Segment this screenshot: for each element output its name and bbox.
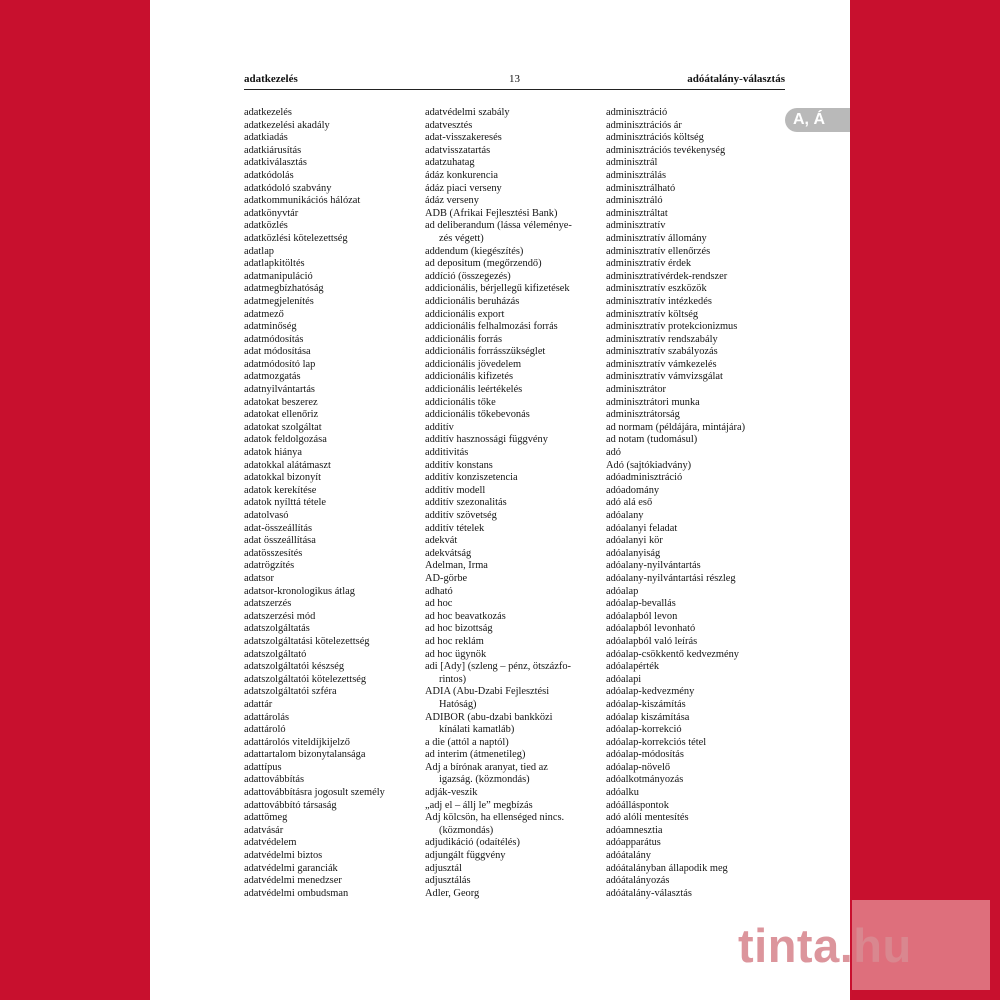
dictionary-entry: adatok feldolgozása — [244, 434, 327, 446]
dictionary-entry: ADIA (Abu-Dzabi Fejlesztési — [425, 686, 550, 698]
dictionary-entry: ADB (Afrikai Fejlesztési Bank) — [425, 207, 558, 219]
dictionary-entry: additív konstans — [425, 459, 493, 471]
dictionary-entry: adat-visszakeresés — [425, 132, 502, 144]
dictionary-entry: adatszolgáltatás — [244, 623, 310, 635]
dictionary-entry: Adj kölcsön, ha ellenséged nincs. — [425, 812, 565, 824]
dictionary-entry: adminisztrálható — [606, 182, 676, 194]
entry-column-3 — [606, 107, 745, 900]
dictionary-entry: adatkiválasztás — [244, 157, 307, 169]
dictionary-entry: adminisztratív költség — [606, 308, 699, 320]
dictionary-entry: adóalap-növelő — [606, 761, 671, 773]
dictionary-entry: ad hoc beavatkozás — [425, 610, 506, 622]
dictionary-entry: adóalkotmányozás — [606, 774, 684, 786]
dictionary-entry: adminisztratív vámkezelés — [606, 358, 717, 370]
dictionary-entry: ADIBOR (abu-dzabi bankközi — [425, 711, 553, 723]
dictionary-entry: adatokkal alátámaszt — [244, 459, 331, 471]
dictionary-entry: adatközlési kötelezettség — [244, 232, 348, 244]
dictionary-entry: adminisztrátor — [606, 384, 667, 396]
dictionary-entry: adminisztratívérdek-rendszer — [606, 270, 728, 282]
dictionary-entry: adóátalányban állapodik meg — [606, 862, 728, 874]
dictionary-entry: adjusztálás — [425, 875, 471, 887]
dictionary-entry: adminisztráló — [606, 195, 663, 207]
dictionary-entry: adattovábbítás — [244, 774, 305, 786]
dictionary-entry: adatrögzítés — [244, 560, 295, 572]
dictionary-entry: adminisztrátorság — [606, 409, 680, 421]
dictionary-entry: adható — [425, 585, 453, 597]
dictionary-entry: adminisztratív — [606, 220, 666, 232]
dictionary-entry: adatmegjelenítés — [244, 295, 314, 307]
header-rule — [244, 89, 785, 90]
dictionary-entry: adjungált függvény — [425, 850, 506, 862]
dictionary-entry: additív konziszetencia — [425, 472, 518, 484]
dictionary-entry: adatmódosító lap — [244, 358, 316, 370]
dictionary-entry: addicionális kifizetés — [425, 371, 514, 383]
dictionary-entry: AD-görbe — [425, 572, 468, 584]
dictionary-entry: kínálati kamatláb) — [439, 724, 515, 736]
dictionary-entry: adminisztrátori munka — [606, 396, 700, 408]
dictionary-entry: adóalapérték — [606, 661, 660, 673]
dictionary-entry: adóalany — [606, 510, 644, 521]
dictionary-entry: adminisztráltat — [606, 207, 668, 219]
dictionary-entry: adattovábbításra jogosult személy — [244, 787, 385, 799]
dictionary-entry: adóálláspontok — [606, 799, 669, 811]
dictionary-entry: adminisztrációs költség — [606, 132, 704, 144]
dictionary-entry: adatsor — [244, 572, 275, 584]
dictionary-entry: adóalapból való leírás — [606, 635, 698, 647]
dictionary-entry: adminisztrációs ár — [606, 119, 682, 131]
dictionary-entry: zés végett) — [439, 232, 484, 244]
letter-thumb-tab: A, Á — [785, 108, 850, 132]
dictionary-entry: igazság. (közmondás) — [439, 774, 530, 786]
dictionary-entry: addicionális leértékelés — [425, 384, 523, 396]
dictionary-entry: a die (attól a naptól) — [425, 736, 509, 748]
dictionary-entry: Adj a bírónak aranyat, tied az — [425, 761, 548, 773]
dictionary-entry: adatkönyvtár — [244, 207, 299, 219]
dictionary-entry: (közmondás) — [439, 824, 494, 836]
dictionary-entry: adatkiárusítás — [244, 144, 302, 156]
dictionary-entry: adminisztrációs tevékenység — [606, 144, 726, 156]
dictionary-entry: adóalap-bevallás — [606, 598, 676, 610]
dictionary-entry: adatszolgáltatói kötelezettség — [244, 673, 367, 685]
dictionary-entry: adatszolgáltatói készség — [244, 661, 345, 673]
dictionary-entry: adóalany-nyilvántartási részleg — [606, 572, 736, 584]
dictionary-entry: adminisztratív vámvizsgálat — [606, 371, 723, 383]
dictionary-entry: adóalapi — [606, 673, 642, 685]
dictionary-entry: adóalap-kedvezmény — [606, 686, 695, 698]
dictionary-entry: ad normam (példájára, mintájára) — [606, 421, 746, 433]
dictionary-entry: adattárolós viteldíjkijelző — [244, 736, 350, 748]
dictionary-entry: addíció (összegezés) — [425, 270, 511, 282]
dictionary-entry: adatkódoló szabvány — [244, 182, 332, 194]
dictionary-entry: ad interim (átmenetileg) — [425, 749, 526, 761]
dictionary-entry: adóalap-korrekciós tétel — [606, 736, 707, 748]
dictionary-entry: adminisztráció — [606, 107, 668, 118]
dictionary-entry: addicionális forrás — [425, 333, 503, 345]
page-number: 13 — [509, 73, 520, 85]
dictionary-entry: adminisztratív érdek — [606, 258, 692, 270]
dictionary-entry: adatmanipuláció — [244, 270, 313, 282]
dictionary-entry: adatszerzési mód — [244, 610, 316, 622]
dictionary-entry: addicionális export — [425, 308, 505, 320]
dictionary-entry: adóalany-nyilvántartás — [606, 560, 701, 572]
dictionary-entry: adóalap-csökkentő kedvezmény — [606, 648, 740, 660]
running-header — [244, 73, 785, 89]
dictionary-entry: ad deliberandum (lássa véleménye- — [425, 220, 572, 232]
dictionary-entry: adatok nyílttá tétele — [244, 497, 326, 509]
dictionary-entry: adattár — [244, 698, 273, 710]
dictionary-entry: additív — [425, 421, 454, 433]
dictionary-entry: ad depositum (megőrzendő) — [425, 258, 542, 270]
dictionary-entry: adatvédelmi biztos — [244, 850, 323, 862]
dictionary-entry: adatsor-kronologikus átlag — [244, 585, 355, 597]
dictionary-entry: adatlap — [244, 245, 274, 257]
dictionary-entry: adekvát — [425, 535, 458, 547]
dictionary-entry: adatkommunikációs hálózat — [244, 195, 361, 207]
dictionary-entry: adatok hiánya — [244, 447, 302, 459]
dictionary-entry: Adó (sajtókiadvány) — [606, 459, 692, 471]
dictionary-entry: additív szezonalitás — [425, 497, 507, 509]
dictionary-entry: adat-összeállítás — [244, 522, 313, 534]
dictionary-entry: adóadminisztráció — [606, 472, 683, 484]
dictionary-entry: adatkezelés — [244, 107, 292, 118]
dictionary-entry: Adler, Georg — [425, 887, 480, 899]
dictionary-entry: adatközlés — [244, 220, 288, 232]
dictionary-entry: adóalapból levonható — [606, 623, 696, 635]
dictionary-entry: addendum (kiegészítés) — [425, 245, 524, 257]
entry-column-2 — [425, 107, 572, 900]
dictionary-entry: adatszolgáltató — [244, 648, 307, 660]
dictionary-entry: adattovábbító társaság — [244, 799, 337, 811]
dictionary-entry: adatösszesítés — [244, 547, 303, 559]
dictionary-entry: adminisztrál — [606, 157, 658, 169]
dictionary-entry: adják-veszik — [425, 787, 478, 799]
dictionary-entry: adatolvasó — [244, 510, 289, 521]
dictionary-entry: ádáz konkurencia — [425, 169, 498, 181]
dictionary-entry: adattartalom bizonytalansága — [244, 749, 366, 761]
dictionary-entry: adatok kerekítése — [244, 484, 317, 496]
entry-column-1 — [244, 107, 385, 900]
dictionary-entry: adatszolgáltatási kötelezettség — [244, 635, 370, 647]
dictionary-entry: adjusztál — [425, 862, 462, 874]
dictionary-entry: adóadomány — [606, 484, 660, 496]
dictionary-entry: adatnyilvántartás — [244, 384, 315, 396]
dictionary-entry: adekvátság — [425, 547, 472, 559]
dictionary-entry: adattípus — [244, 761, 282, 773]
dictionary-entry: adóalap kiszámítása — [606, 711, 690, 723]
dictionary-entry: adóalap-kiszámítás — [606, 698, 686, 710]
dictionary-entry: addicionális tőkebevonás — [425, 409, 530, 421]
dictionary-entry: adatmező — [244, 308, 284, 320]
dictionary-entry: adatzuhatag — [425, 157, 475, 169]
dictionary-entry: additív modell — [425, 484, 486, 496]
dictionary-entry: additív szövetség — [425, 510, 497, 521]
dictionary-entry: adóalap-módosítás — [606, 749, 684, 761]
dictionary-entry: adatkiadás — [244, 132, 288, 144]
dictionary-entry: rintos) — [439, 673, 467, 685]
dictionary-entry: ad hoc ügynök — [425, 648, 487, 660]
dictionary-entry: adatokkal bizonyít — [244, 472, 322, 484]
dictionary-entry: adatlapkitöltés — [244, 258, 305, 270]
dictionary-entry: adatmegbízhatóság — [244, 283, 324, 295]
dictionary-entry: additív hasznossági függvény — [425, 434, 548, 446]
dictionary-entry: adatvásár — [244, 824, 284, 836]
dictionary-entry: ad hoc reklám — [425, 635, 484, 647]
dictionary-entry: adóalapból levon — [606, 610, 678, 622]
dictionary-entry: „adj el – állj le” megbízás — [425, 799, 533, 811]
dictionary-entry: Adelman, Irma — [425, 560, 488, 572]
dictionary-entry: adó alóli mentesítés — [606, 812, 689, 824]
dictionary-entry: ad hoc — [425, 598, 453, 610]
dictionary-entry: adóapparátus — [606, 837, 661, 849]
dictionary-entry: adatvédelmi garanciák — [244, 862, 338, 874]
dictionary-entry: adóátalány — [606, 850, 652, 862]
dictionary-entry: addicionális jövedelem — [425, 358, 522, 370]
dictionary-entry: adatvisszatartás — [425, 144, 491, 156]
dictionary-entry: adminisztratív intézkedés — [606, 295, 712, 307]
dictionary-entry: addicionális, bérjellegű kifizetések — [425, 283, 570, 295]
dictionary-entry: adatszerzés — [244, 598, 292, 610]
dictionary-entry: adatminőség — [244, 321, 297, 333]
dictionary-entry: adóalap — [606, 585, 639, 597]
dictionary-entry: adó — [606, 447, 622, 459]
dictionary-entry: ádáz verseny — [425, 195, 479, 207]
dictionary-entry: additív tételek — [425, 522, 485, 534]
dictionary-entry: adatvédelmi menedzser — [244, 875, 342, 887]
dictionary-entry: adóalap-korrekció — [606, 724, 682, 736]
dictionary-entry: adminisztratív szabályozás — [606, 346, 718, 358]
dictionary-entry: adattároló — [244, 724, 286, 736]
dictionary-entry: adatokat beszerez — [244, 396, 318, 408]
dictionary-entry: adminisztratív rendszabály — [606, 333, 718, 345]
dictionary-entry: adatszolgáltatói szféra — [244, 686, 337, 698]
dictionary-entry: addicionális forrásszükséglet — [425, 346, 546, 358]
dictionary-entry: addicionális beruházás — [425, 295, 520, 307]
header-last-entry: adóátalány-választás — [687, 73, 785, 85]
dictionary-entry: adóamnesztia — [606, 824, 663, 836]
dictionary-entry: adóalku — [606, 787, 639, 799]
dictionary-entry: adminisztratív ellenőrzés — [606, 245, 711, 257]
dictionary-entry: adatvédelem — [244, 837, 297, 849]
dictionary-entry: adóalanyi feladat — [606, 522, 678, 534]
dictionary-entry: adóalanyiság — [606, 547, 661, 559]
header-first-entry: adatkezelés — [244, 73, 298, 85]
dictionary-entry: adó alá eső — [606, 497, 653, 509]
dictionary-entry: adminisztrálás — [606, 169, 667, 181]
dictionary-entry: adatmozgatás — [244, 371, 301, 383]
dictionary-entry: adi [Ady] (szleng – pénz, ötszázfo- — [425, 661, 571, 673]
dictionary-entry: adóalanyi kör — [606, 535, 663, 547]
dictionary-entry: adjudikáció (odaítélés) — [425, 837, 520, 849]
dictionary-entry: ádáz piaci verseny — [425, 182, 502, 194]
dictionary-entry: adat módosítása — [244, 346, 311, 358]
dictionary-entry: adatvédelmi ombudsman — [244, 887, 349, 899]
dictionary-entry: Hatóság) — [439, 698, 477, 710]
dictionary-entry: adat összeállítása — [244, 535, 316, 547]
dictionary-entry: adatokat ellenőriz — [244, 409, 319, 421]
watermark-text: tinta.hu — [738, 919, 912, 972]
dictionary-entry: adatvédelmi szabály — [425, 107, 510, 118]
dictionary-entry: ad notam (tudomásul) — [606, 434, 698, 446]
dictionary-entry: adatvesztés — [425, 119, 473, 131]
dictionary-entry: adatmódosítás — [244, 333, 304, 345]
dictionary-entry: adminisztratív eszközök — [606, 283, 707, 295]
dictionary-entry: adatokat szolgáltat — [244, 421, 322, 433]
dictionary-entry: adattárolás — [244, 711, 290, 723]
dictionary-entry: addicionális felhalmozási forrás — [425, 321, 558, 333]
dictionary-entry: adminisztratív protekcionizmus — [606, 321, 738, 333]
dictionary-entry: adminisztratív állomány — [606, 232, 707, 244]
dictionary-entry: adatkezelési akadály — [244, 119, 330, 131]
dictionary-entry: additivitás — [425, 447, 469, 459]
dictionary-entry: addicionális tőke — [425, 396, 496, 408]
dictionary-entry: adatkódolás — [244, 169, 294, 181]
dictionary-entry: adattömeg — [244, 812, 288, 824]
dictionary-entry: adóátalány-választás — [606, 887, 692, 899]
dictionary-entry: adóátalányozás — [606, 875, 670, 887]
dictionary-entry: ad hoc bizottság — [425, 623, 493, 635]
